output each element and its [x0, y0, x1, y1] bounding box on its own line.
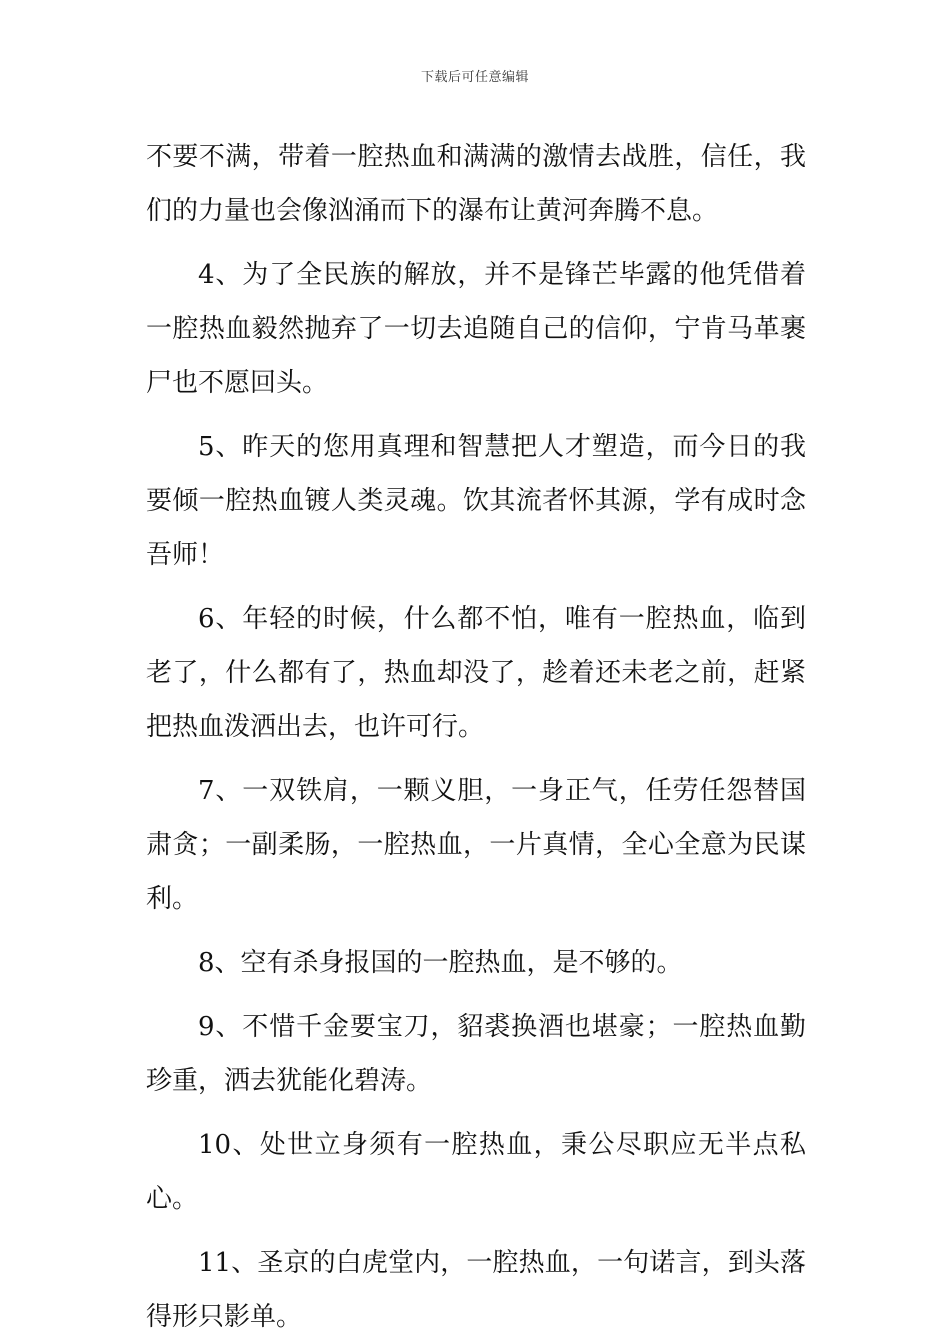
paragraph-item-7: 7、一双铁肩，一颗义胆，一身正气，任劳任怨替国肃贪；一副柔肠，一腔热血，一片真情，全心全意为民谋利。 [146, 776, 806, 914]
paragraph-item-11: 11、圣京的白虎堂内，一腔热血，一句诺言，到头落得形只影单。 [146, 1248, 806, 1332]
paragraph-item-5: 5、昨天的您用真理和智慧把人才塑造，而今日的我要倾一腔热血镀人类灵魂。饮其流者怀其源，学有成时念吾师！ [146, 432, 806, 570]
paragraph-item-6: 6、年轻的时候，什么都不怕，唯有一腔热血，临到老了，什么都有了，热血却没了，趁着还未老之前，赶紧把热血泼洒出去，也许可行。 [146, 604, 806, 742]
paragraph-item-4: 4、为了全民族的解放，并不是锋芒毕露的他凭借着一腔热血毅然抛弃了一切去追随自己的信仰，宁肯马革裹尸也不愿回头。 [146, 260, 806, 398]
paragraph-item-8: 8、空有杀身报国的一腔热血，是不够的。 [198, 948, 683, 978]
paragraph-item-9: 9、不惜千金要宝刀，貂裘换酒也堪豪；一腔热血勤珍重，洒去犹能化碧涛。 [146, 1012, 806, 1096]
document-body [146, 130, 806, 1344]
paragraph-continuation: 不要不满，带着一腔热血和满满的激情去战胜，信任，我们的力量也会像汹涌而下的瀑布让黄河奔腾不息。 [146, 142, 806, 226]
paragraph-item-10: 10、处世立身须有一腔热血，秉公尽职应无半点私心。 [146, 1130, 806, 1214]
page-header: 下载后可任意编辑 [420, 70, 529, 85]
